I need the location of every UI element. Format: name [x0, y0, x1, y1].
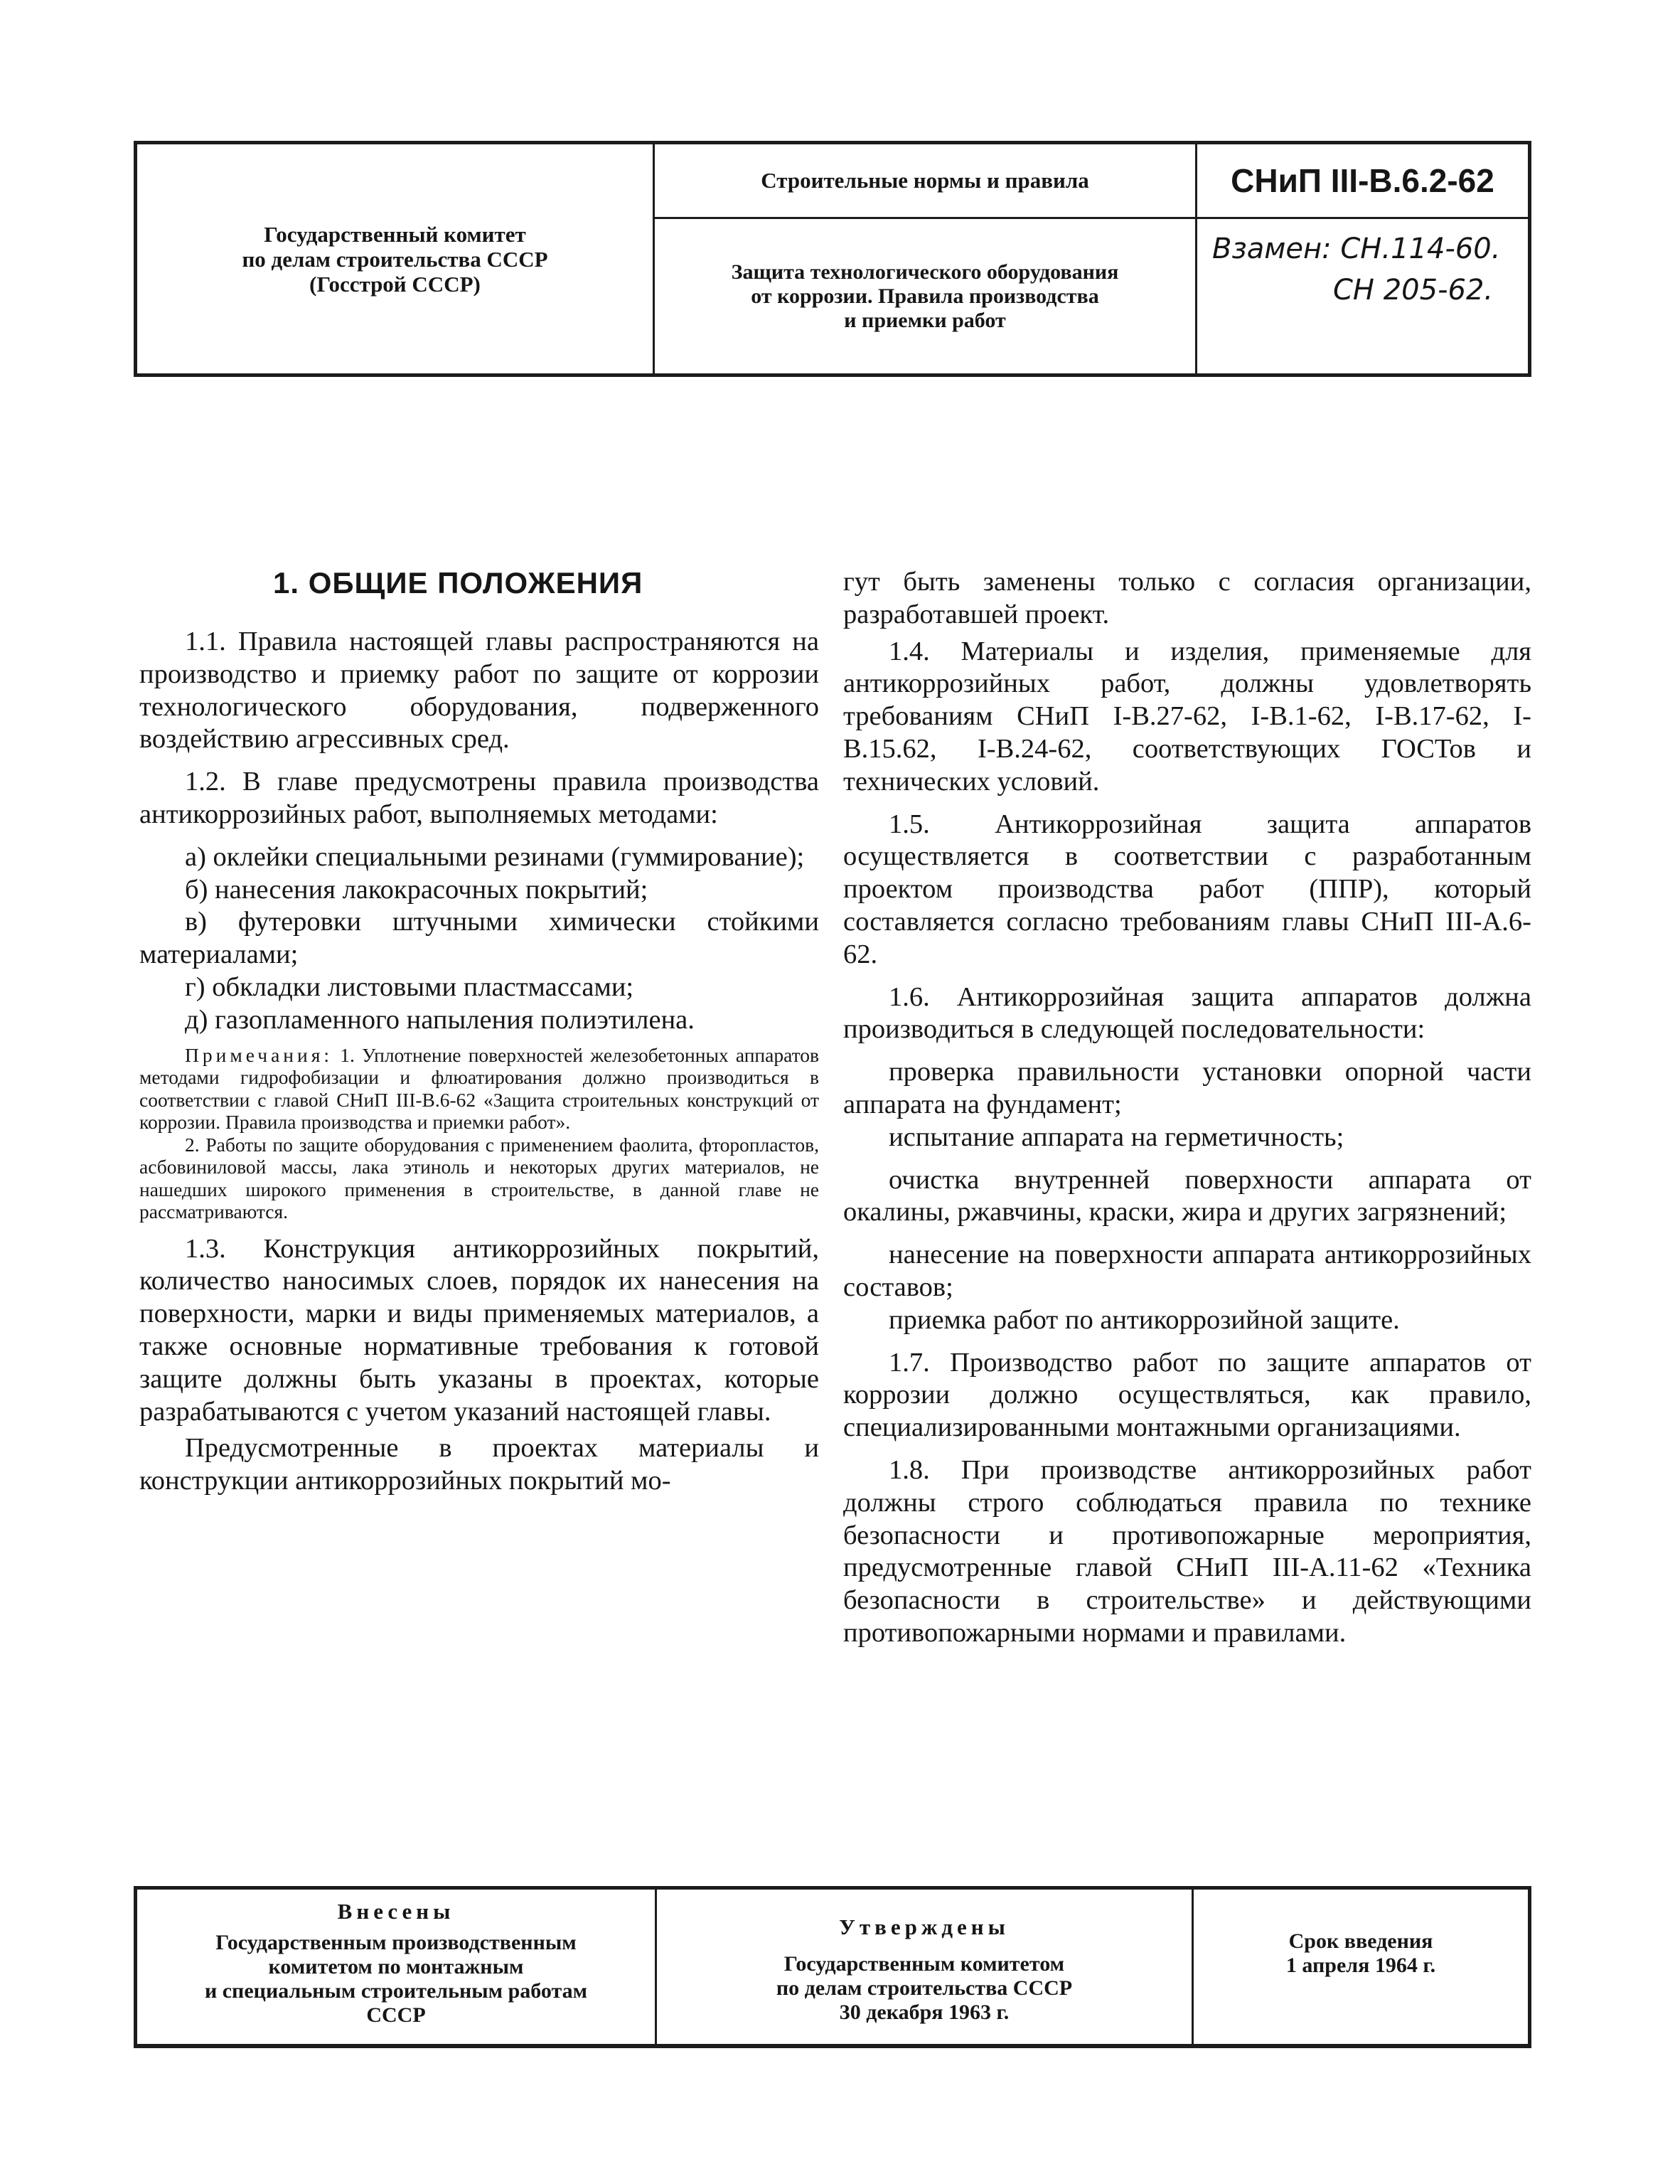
- issuing-committee: Государственный комитет по делам строительства СССР (Госстрой СССР): [242, 221, 548, 297]
- paragraph-1-7: 1.7. Производство работ по защите аппаратов от коррозии должно осуществляться, как правило, специализированными монтажными организациями.: [843, 1347, 1531, 1443]
- paragraph-1-2: 1.2. В главе предусмотрены правила производства антикоррозийных работ, выполняемых методами:: [139, 767, 819, 829]
- left-column: [139, 626, 819, 1498]
- paragraph-1-3: 1.3. Конструкция антикоррозийных покрытий, количество наносимых слоев, порядок их нанесения на поверхности, марки и виды применяемых материалов, а также основные нормативные требования к готовой защите должны быть указаны в проектах, которые разрабатываются с учетом указаний настоящей главы.: [139, 1233, 819, 1427]
- paragraph-1-4: 1.4. Материалы и изделия, применяемые для антикоррозийных работ, должны удовлетворять требованиям СНиП I-В.27-62, I-В.1-62, I-В.17-62, I-В.15.62, I-В.24-62, соответствующих ГОСТов и технических условий.: [843, 636, 1532, 797]
- note-1: Примечания: 1. Уплотнение поверхностей железобетонных аппаратов методами гидрофобизации и флюатирования должно производиться в соответствии с главой СНиП III-В.6-62 «Защита строительных конструкций от коррозии. Правила производства и приемки работ».: [139, 1043, 819, 1134]
- note-2: 2. Работы по защите оборудования с применением фаолита, фторопластов, асбовиниловой массы, лака этиноль и некоторых других материалов, не нашедших широкого применения в строительстве, в данной главе не рассматриваются.: [139, 1133, 819, 1223]
- method-item: д) газопламенного напыления полиэтилена.: [185, 1004, 695, 1035]
- norms-label: Строительные нормы и правила: [761, 168, 1089, 193]
- paragraph-1-5: 1.5. Антикоррозийная защита аппаратов осуществляется в соответствии с разработанным проектом производства работ (ППР), который составляется согласно требованиям главы СНиП III-А.6-62.: [843, 809, 1532, 969]
- document-title: Защита технологического оборудования от коррозии. Правила производства и приемки работ: [731, 260, 1119, 332]
- paragraph-1-3-end: гут быть заменены только с согласия организации, разработавшей проект.: [843, 567, 1531, 629]
- paragraph-1-6: 1.6. Антикоррозийная защита аппаратов должна производиться в следующей последовательности:: [843, 981, 1531, 1045]
- effective-date: Срок введения 1 апреля 1964 г.: [1285, 1929, 1436, 1977]
- paragraph-1-3-cont: Предусмотренные в проектах материалы и конструкции антикоррозийных покрытий мо-: [139, 1433, 819, 1496]
- handwritten-note: Взамен: СН.114-60. СН 205-62.: [1212, 233, 1501, 307]
- step-item: приемка работ по антикоррозийной защите.: [889, 1304, 1400, 1335]
- step-item: очистка внутренней поверхности аппарата от окалины, ржавчины, краски, жира и других загрязнений;: [843, 1164, 1531, 1227]
- method-item: б) нанесения лакокрасочных покрытий;: [185, 874, 648, 905]
- right-column: [843, 566, 1531, 1650]
- introduced-by: Внесены Государственным производственным комитетом по монтажным и специальным строительным работам СССР: [204, 1899, 588, 2027]
- paragraph-1-8: 1.8. При производстве антикоррозийных работ должны строго соблюдаться правила по технике безопасности и противопожарные мероприятия, предусмотренные главой СНиП III-А.11-62 «Техника безопасности в строительстве» и действующими противопожарными нормами и правилами.: [843, 1454, 1532, 1648]
- header-table: [134, 141, 1531, 377]
- document-code: СНиП III-В.6.2-62: [1231, 162, 1494, 199]
- approved-by: Утверждены Государственным комитетом по делам строительства СССР 30 декабря 1963 г.: [776, 1914, 1073, 2024]
- step-item: испытание аппарата на герметичность;: [889, 1122, 1344, 1152]
- method-item: в) футеровки штучными химически стойкими материалами;: [139, 907, 819, 970]
- footer-table: [134, 1886, 1531, 2048]
- notes: [139, 1044, 819, 1223]
- section-title: 1. ОБЩИЕ ПОЛОЖЕНИЯ: [273, 566, 643, 600]
- step-item: нанесение на поверхности аппарата антикоррозийных составов;: [843, 1240, 1531, 1302]
- method-item: г) обкладки листовыми пластмассами;: [185, 971, 634, 1002]
- method-item: а) оклейки специальными резинами (гуммирование);: [185, 841, 805, 872]
- paragraph-1-1: 1.1. Правила настоящей главы распространяются на производство и приемку работ по защите от коррозии технологического оборудования, подверженного воздействию агрессивных сред.: [139, 627, 819, 755]
- step-item: проверка правильности установки опорной части аппарата на фундамент;: [843, 1057, 1531, 1119]
